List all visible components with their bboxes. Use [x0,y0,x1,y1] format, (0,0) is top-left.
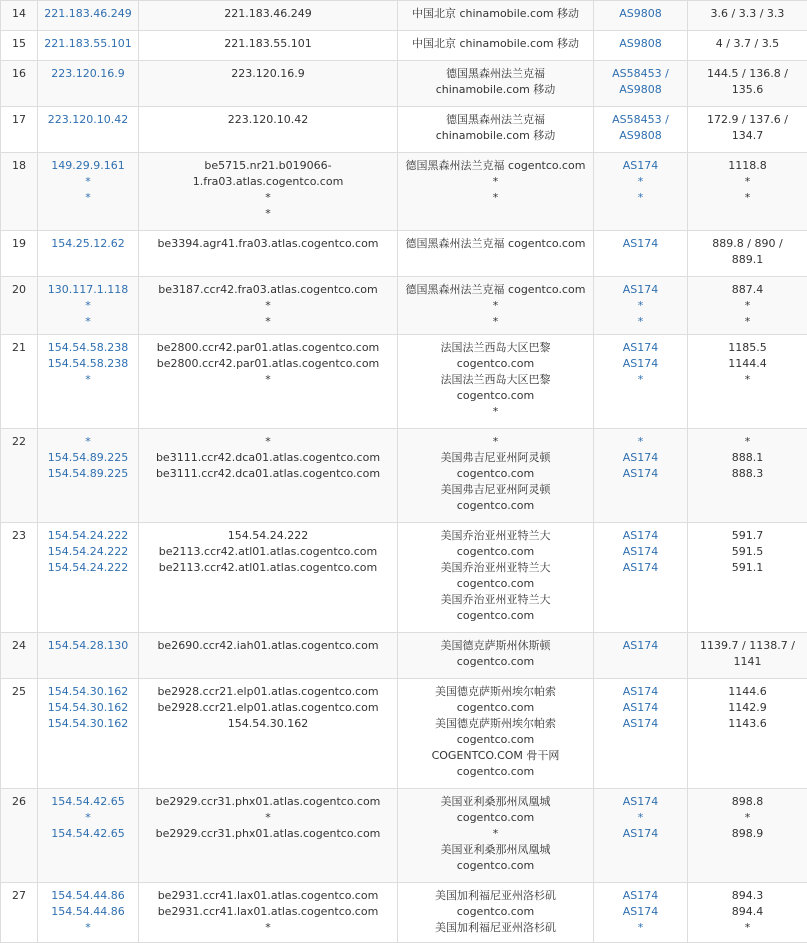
asn-line: AS9808 [596,36,685,52]
location-line: cogentco.com [400,654,591,670]
location-line: * [400,190,591,206]
asn-line: * [596,434,685,450]
latency-cell [688,231,807,277]
location-line: 德国黑森州法兰克福 cogentco.com [400,158,591,174]
ip-address-cell [38,335,139,429]
ip-address-cell [38,153,139,231]
asn-line: AS58453 / [596,66,685,82]
hop-number-cell: 25 [1,679,38,789]
table-row [1,277,807,335]
latency-line: 591.1 [690,560,805,576]
latency-cell [688,523,807,633]
asn-line: * [596,298,685,314]
latency-cell [688,31,807,61]
ip-address-line: 154.54.30.162 [40,716,136,732]
asn-line: AS174 [596,544,685,560]
location-cell [398,429,594,523]
asn-line: AS174 [596,560,685,576]
hop-number-cell: 22 [1,429,38,523]
asn-line: AS174 [596,466,685,482]
latency-cell [688,335,807,429]
ip-address-line: 154.54.89.225 [40,466,136,482]
hostname-cell [139,31,398,61]
ip-address-line: * [40,174,136,190]
table-row [1,1,807,31]
hostname-line: * [141,206,395,222]
latency-line: 887.4 [690,282,805,298]
location-line: cogentco.com [400,858,591,874]
latency-cell [688,679,807,789]
location-line: 美国乔治亚州亚特兰大 [400,560,591,576]
hop-number-cell: 17 [1,107,38,153]
ip-address-line: * [40,314,136,330]
hostname-line: 223.120.16.9 [141,66,395,82]
location-line: 美国乔治亚州亚特兰大 [400,528,591,544]
asn-line: AS174 [596,236,685,252]
latency-line: 1139.7 / 1138.7 / [690,638,805,654]
location-line: cogentco.com [400,388,591,404]
asn-line: AS9808 [596,128,685,144]
ip-address-cell [38,61,139,107]
hostname-cell [139,633,398,679]
ip-address-line: * [40,810,136,826]
hostname-cell [139,429,398,523]
ip-address-line: 154.54.42.65 [40,826,136,842]
asn-line: * [596,314,685,330]
location-line: 德国黑森州法兰克福 [400,66,591,82]
ip-address-line: 154.54.24.222 [40,528,136,544]
ip-address-cell [38,883,139,943]
ip-address-line: 154.54.44.86 [40,904,136,920]
latency-cell [688,883,807,943]
asn-cell [594,679,688,789]
location-cell [398,31,594,61]
hostname-line: * [141,810,395,826]
table-row [1,153,807,231]
latency-line: 172.9 / 137.6 / [690,112,805,128]
location-line: * [400,826,591,842]
asn-cell [594,789,688,883]
hostname-line: be5715.nr21.b019066- [141,158,395,174]
location-cell [398,883,594,943]
hop-number-cell: 18 [1,153,38,231]
latency-cell [688,107,807,153]
hostname-line: be3111.ccr42.dca01.atlas.cogentco.com [141,466,395,482]
hop-number-cell: 16 [1,61,38,107]
latency-line: * [690,174,805,190]
hostname-cell [139,153,398,231]
location-cell [398,277,594,335]
hop-number-cell: 27 [1,883,38,943]
location-line: cogentco.com [400,466,591,482]
location-cell [398,153,594,231]
latency-line: 898.8 [690,794,805,810]
hostname-line: be2113.ccr42.atl01.atlas.cogentco.com [141,560,395,576]
location-line: cogentco.com [400,700,591,716]
hostname-line: be2928.ccr21.elp01.atlas.cogentco.com [141,700,395,716]
location-cell [398,335,594,429]
latency-cell [688,429,807,523]
hostname-line: * [141,314,395,330]
hostname-line: be2931.ccr41.lax01.atlas.cogentco.com [141,904,395,920]
hostname-line: be3111.ccr42.dca01.atlas.cogentco.com [141,450,395,466]
hostname-line: 154.54.30.162 [141,716,395,732]
ip-address-cell [38,231,139,277]
asn-line: AS174 [596,450,685,466]
location-line: cogentco.com [400,544,591,560]
ip-address-cell [38,633,139,679]
latency-line: 888.3 [690,466,805,482]
latency-line: * [690,298,805,314]
asn-line: AS174 [596,826,685,842]
location-line: cogentco.com [400,732,591,748]
hostname-cell [139,277,398,335]
location-line: cogentco.com [400,904,591,920]
location-line: COGENTCO.COM 骨干网 [400,748,591,764]
location-line: 美国加利福尼亚州洛杉矶 [400,920,591,936]
hostname-line: be2113.ccr42.atl01.atlas.cogentco.com [141,544,395,560]
location-line: 德国黑森州法兰克福 cogentco.com [400,282,591,298]
table-row [1,335,807,429]
table-row [1,633,807,679]
ip-address-line: 221.183.55.101 [40,36,136,52]
location-line: chinamobile.com 移动 [400,128,591,144]
asn-cell [594,107,688,153]
table-row [1,883,807,943]
hostname-cell [139,789,398,883]
hop-number-cell: 26 [1,789,38,883]
hop-number-cell: 15 [1,31,38,61]
hostname-cell [139,231,398,277]
asn-line: AS174 [596,340,685,356]
latency-line: 144.5 / 136.8 / [690,66,805,82]
hostname-line: be3187.ccr42.fra03.atlas.cogentco.com [141,282,395,298]
asn-line: AS58453 / [596,112,685,128]
location-cell [398,789,594,883]
asn-line: AS9808 [596,82,685,98]
asn-line: AS174 [596,888,685,904]
location-cell [398,679,594,789]
ip-address-line: 223.120.16.9 [40,66,136,82]
location-line: 美国德克萨斯州休斯顿 [400,638,591,654]
hostname-line: be2690.ccr42.iah01.atlas.cogentco.com [141,638,395,654]
location-line: 美国弗吉尼亚州阿灵顿 [400,450,591,466]
asn-cell [594,31,688,61]
table-row [1,31,807,61]
asn-line: AS174 [596,356,685,372]
location-cell [398,1,594,31]
location-cell [398,231,594,277]
latency-line: 1185.5 [690,340,805,356]
hop-number-cell: 24 [1,633,38,679]
latency-line: * [690,190,805,206]
asn-line: AS174 [596,282,685,298]
latency-line: * [690,314,805,330]
hostname-line: be2800.ccr42.par01.atlas.cogentco.com [141,340,395,356]
location-line: cogentco.com [400,608,591,624]
latency-line: 894.4 [690,904,805,920]
ip-address-line: 149.29.9.161 [40,158,136,174]
hop-number-cell: 21 [1,335,38,429]
hostname-cell [139,1,398,31]
location-line: 法国法兰西岛大区巴黎 [400,340,591,356]
location-line: * [400,314,591,330]
latency-cell [688,633,807,679]
table-row [1,789,807,883]
latency-cell [688,277,807,335]
hostname-cell [139,523,398,633]
ip-address-line: * [40,298,136,314]
location-line: * [400,298,591,314]
hostname-line: * [141,434,395,450]
latency-line: 1118.8 [690,158,805,174]
location-line: 美国德克萨斯州埃尔帕索 [400,716,591,732]
ip-address-line: 223.120.10.42 [40,112,136,128]
latency-line: 894.3 [690,888,805,904]
asn-cell [594,429,688,523]
location-line: 美国加利福尼亚州洛杉矶 [400,888,591,904]
latency-line: * [690,920,805,936]
latency-line: * [690,810,805,826]
hostname-line: be2929.ccr31.phx01.atlas.cogentco.com [141,826,395,842]
asn-line: AS174 [596,716,685,732]
asn-line: AS174 [596,684,685,700]
location-line: 中国北京 chinamobile.com 移动 [400,36,591,52]
hostname-cell [139,883,398,943]
hostname-line: be2931.ccr41.lax01.atlas.cogentco.com [141,888,395,904]
hostname-line: be2929.ccr31.phx01.atlas.cogentco.com [141,794,395,810]
ip-address-line: 154.25.12.62 [40,236,136,252]
latency-line: * [690,372,805,388]
asn-cell [594,523,688,633]
latency-cell [688,1,807,31]
ip-address-line: * [40,190,136,206]
latency-line: 3.6 / 3.3 / 3.3 [690,6,805,22]
ip-address-cell [38,277,139,335]
latency-line: 1143.6 [690,716,805,732]
ip-address-line: 154.54.44.86 [40,888,136,904]
latency-line: 591.7 [690,528,805,544]
hostname-cell [139,61,398,107]
latency-line: 1144.4 [690,356,805,372]
hostname-line: * [141,372,395,388]
asn-line: AS174 [596,700,685,716]
hostname-line: * [141,190,395,206]
location-line: cogentco.com [400,810,591,826]
location-cell [398,523,594,633]
location-line: cogentco.com [400,576,591,592]
latency-line: 898.9 [690,826,805,842]
asn-line: * [596,920,685,936]
latency-line: 1141 [690,654,805,670]
location-line: 德国黑森州法兰克福 [400,112,591,128]
latency-line: * [690,434,805,450]
table-row [1,231,807,277]
latency-cell [688,153,807,231]
ip-address-line: 154.54.24.222 [40,560,136,576]
ip-address-line: * [40,920,136,936]
ip-address-cell [38,789,139,883]
hostname-cell [139,335,398,429]
asn-line: AS174 [596,528,685,544]
hostname-line: 154.54.24.222 [141,528,395,544]
asn-cell [594,1,688,31]
latency-line: 889.1 [690,252,805,268]
hostname-cell [139,679,398,789]
latency-line: 591.5 [690,544,805,560]
ip-address-cell [38,679,139,789]
ip-address-line: 154.54.89.225 [40,450,136,466]
ip-address-line: 154.54.28.130 [40,638,136,654]
latency-line: 134.7 [690,128,805,144]
asn-line: * [596,372,685,388]
hostname-line: 223.120.10.42 [141,112,395,128]
latency-line: 4 / 3.7 / 3.5 [690,36,805,52]
hop-number-cell: 14 [1,1,38,31]
hostname-line: * [141,920,395,936]
ip-address-line: 154.54.24.222 [40,544,136,560]
asn-line: * [596,174,685,190]
location-line: 美国乔治亚州亚特兰大 [400,592,591,608]
asn-cell [594,633,688,679]
location-cell [398,107,594,153]
hostname-line: 221.183.46.249 [141,6,395,22]
hostname-cell [139,107,398,153]
asn-cell [594,277,688,335]
hostname-line: 1.fra03.atlas.cogentco.com [141,174,395,190]
location-line: * [400,434,591,450]
hostname-line: be2800.ccr42.par01.atlas.cogentco.com [141,356,395,372]
hostname-line: * [141,298,395,314]
location-line: cogentco.com [400,356,591,372]
asn-cell [594,883,688,943]
asn-cell [594,153,688,231]
location-cell [398,61,594,107]
ip-address-line: 154.54.42.65 [40,794,136,810]
hostname-line: be2928.ccr21.elp01.atlas.cogentco.com [141,684,395,700]
ip-address-line: 154.54.30.162 [40,684,136,700]
ip-address-line: 130.117.1.118 [40,282,136,298]
ip-address-cell [38,1,139,31]
hop-number-cell: 19 [1,231,38,277]
location-line: cogentco.com [400,498,591,514]
latency-line: 889.8 / 890 / [690,236,805,252]
ip-address-line: * [40,434,136,450]
location-line: cogentco.com [400,764,591,780]
ip-address-cell [38,107,139,153]
location-line: 美国亚利桑那州凤凰城 [400,842,591,858]
asn-line: AS174 [596,794,685,810]
hostname-line: 221.183.55.101 [141,36,395,52]
location-line: * [400,404,591,420]
hop-number-cell: 23 [1,523,38,633]
table-row [1,679,807,789]
table-row [1,429,807,523]
location-line: 中国北京 chinamobile.com 移动 [400,6,591,22]
latency-line: 135.6 [690,82,805,98]
ip-address-line: 221.183.46.249 [40,6,136,22]
ip-address-line: * [40,372,136,388]
table-row [1,107,807,153]
table-row [1,61,807,107]
asn-line: * [596,190,685,206]
asn-line: AS9808 [596,6,685,22]
asn-cell [594,61,688,107]
latency-line: 888.1 [690,450,805,466]
ip-address-cell [38,523,139,633]
latency-cell [688,61,807,107]
asn-cell [594,231,688,277]
latency-line: 1144.6 [690,684,805,700]
ip-address-line: 154.54.58.238 [40,356,136,372]
latency-line: 1142.9 [690,700,805,716]
ip-address-cell [38,429,139,523]
asn-line: * [596,810,685,826]
traceroute-rows [1,1,807,943]
location-line: 美国德克萨斯州埃尔帕索 [400,684,591,700]
ip-address-line: 154.54.58.238 [40,340,136,356]
ip-address-line: 154.54.30.162 [40,700,136,716]
latency-cell [688,789,807,883]
location-line: * [400,174,591,190]
location-line: 法国法兰西岛大区巴黎 [400,372,591,388]
location-line: 美国弗吉尼亚州阿灵顿 [400,482,591,498]
table-row [1,523,807,633]
location-cell [398,633,594,679]
hostname-line: be3394.agr41.fra03.atlas.cogentco.com [141,236,395,252]
location-line: 德国黑森州法兰克福 cogentco.com [400,236,591,252]
location-line: chinamobile.com 移动 [400,82,591,98]
ip-address-cell [38,31,139,61]
asn-line: AS174 [596,638,685,654]
hop-number-cell: 20 [1,277,38,335]
asn-line: AS174 [596,158,685,174]
asn-cell [594,335,688,429]
asn-line: AS174 [596,904,685,920]
location-line: 美国亚利桑那州凤凰城 [400,794,591,810]
